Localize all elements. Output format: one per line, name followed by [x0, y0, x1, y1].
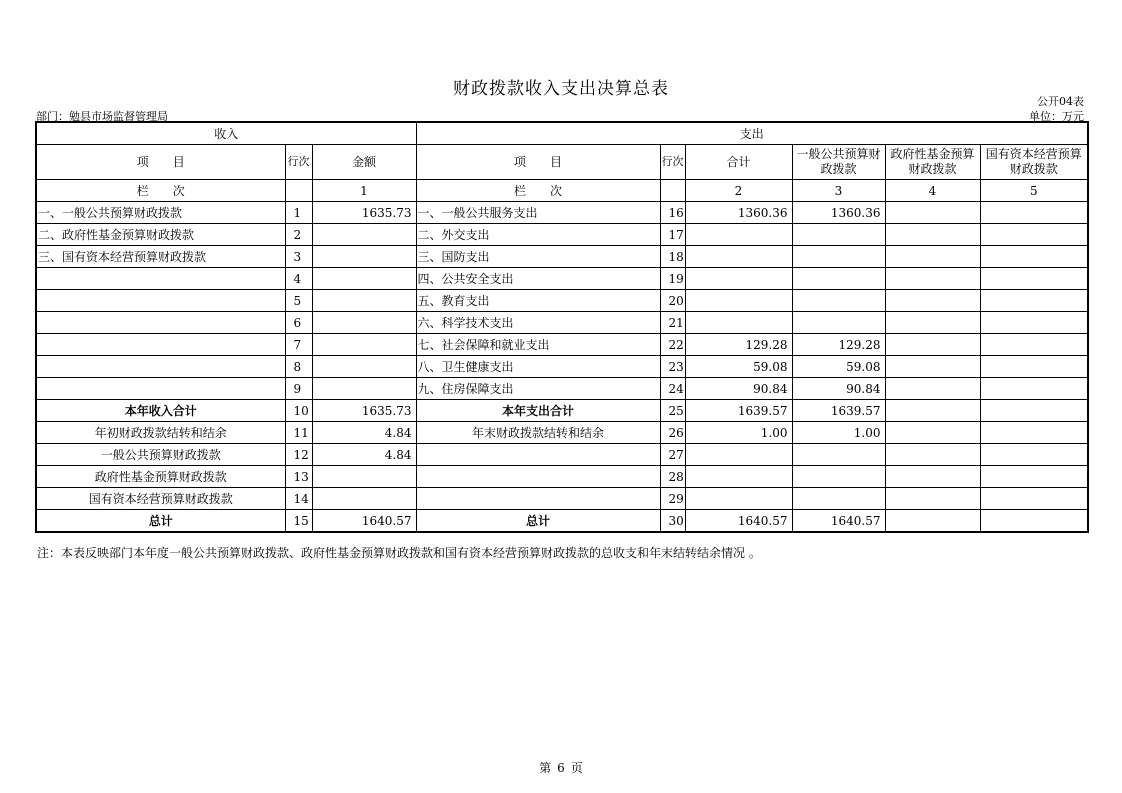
empty-cell — [885, 510, 980, 533]
expense-item-header: 项 目 — [416, 145, 660, 180]
income-item — [36, 268, 285, 290]
expense-rowno: 16 — [660, 202, 685, 224]
expense-total-header: 合计 — [685, 145, 792, 180]
carry-row — [36, 466, 1088, 488]
income-amount — [312, 312, 416, 334]
report-title: 财政拨款收入支出决算总表 — [453, 79, 669, 99]
expense-rowno: 18 — [660, 246, 685, 268]
empty-cell — [885, 400, 980, 422]
expense-grand-total-label: 总计 — [416, 510, 660, 533]
expense-general — [792, 224, 885, 246]
empty-cell — [980, 510, 1088, 533]
expense-rowno: 27 — [660, 444, 685, 466]
income-item: 年初财政拨款结转和结余 — [36, 422, 285, 444]
expense-rowno-header: 行次 — [660, 145, 685, 180]
income-rowno: 1 — [285, 202, 312, 224]
col-index-2: 2 — [685, 180, 792, 202]
table-row — [36, 202, 1088, 224]
income-amount — [312, 224, 416, 246]
carry-row — [36, 444, 1088, 466]
expense-item: 五、教育支出 — [416, 290, 660, 312]
empty-cell — [980, 444, 1088, 466]
income-item: 一般公共预算财政拨款 — [36, 444, 285, 466]
expense-capital — [980, 224, 1088, 246]
empty-cell — [980, 466, 1088, 488]
income-item — [36, 378, 285, 400]
expense-general — [792, 312, 885, 334]
expense-general: 59.08 — [792, 356, 885, 378]
expense-rowno: 23 — [660, 356, 685, 378]
carry-row — [36, 422, 1088, 444]
table-row — [36, 224, 1088, 246]
income-rowno: 8 — [285, 356, 312, 378]
expense-capital — [980, 356, 1088, 378]
expense-general: 90.84 — [792, 378, 885, 400]
grand-total-row — [36, 510, 1088, 533]
income-subtotal-label: 本年收入合计 — [36, 400, 285, 422]
income-amount — [312, 334, 416, 356]
expense-fund — [885, 290, 980, 312]
income-item: 政府性基金预算财政拨款 — [36, 466, 285, 488]
expense-total: 129.28 — [685, 334, 792, 356]
income-rowno: 6 — [285, 312, 312, 334]
expense-item — [416, 466, 660, 488]
table-row — [36, 334, 1088, 356]
expense-item: 四、公共安全支出 — [416, 268, 660, 290]
expense-section-header: 支出 — [416, 122, 1088, 145]
carry-row — [36, 488, 1088, 510]
expense-total — [685, 312, 792, 334]
income-rowno: 10 — [285, 400, 312, 422]
income-rowno: 14 — [285, 488, 312, 510]
page-suffix: 页 — [570, 761, 583, 775]
expense-total — [685, 488, 792, 510]
empty-cell — [885, 422, 980, 444]
income-rowno: 11 — [285, 422, 312, 444]
income-item — [36, 334, 285, 356]
income-rowno: 12 — [285, 444, 312, 466]
expense-fund — [885, 202, 980, 224]
income-rowno: 13 — [285, 466, 312, 488]
income-rowno: 5 — [285, 290, 312, 312]
income-amount — [312, 356, 416, 378]
page-prefix: 第 — [539, 761, 552, 775]
department-label: 部门：勉县市场监督管理局 — [36, 110, 168, 123]
income-rowno: 15 — [285, 510, 312, 533]
empty-cell — [980, 422, 1088, 444]
income-item: 二、政府性基金预算财政拨款 — [36, 224, 285, 246]
expense-item: 一、一般公共服务支出 — [416, 202, 660, 224]
income-item — [36, 356, 285, 378]
expense-general: 1360.36 — [792, 202, 885, 224]
expense-total — [685, 268, 792, 290]
expense-rowno: 28 — [660, 466, 685, 488]
expense-item: 年末财政拨款结转和结余 — [416, 422, 660, 444]
table-row — [36, 246, 1088, 268]
expense-rowno: 17 — [660, 224, 685, 246]
form-code: 公开04表 — [1037, 95, 1084, 108]
expense-rowno: 20 — [660, 290, 685, 312]
income-rowno: 4 — [285, 268, 312, 290]
header-row-columns — [36, 145, 1088, 180]
expense-general — [792, 444, 885, 466]
expense-rowno: 29 — [660, 488, 685, 510]
expense-total — [685, 466, 792, 488]
expense-fund — [885, 378, 980, 400]
income-amount — [312, 268, 416, 290]
expense-capital — [980, 246, 1088, 268]
expense-total: 1639.57 — [685, 400, 792, 422]
income-amount: 1640.57 — [312, 510, 416, 533]
income-rowno: 9 — [285, 378, 312, 400]
expense-item — [416, 444, 660, 466]
expense-column-label: 栏 次 — [416, 180, 660, 202]
income-amount — [312, 246, 416, 268]
income-grand-total-label: 总计 — [36, 510, 285, 533]
income-rowno: 7 — [285, 334, 312, 356]
expense-general — [792, 290, 885, 312]
table-note: 注：本表反映部门本年度一般公共预算财政拨款、政府性基金预算财政拨款和国有资本经营预算财政拨款的总收支和年末结转结余情况 。 — [37, 546, 761, 560]
income-section-header: 收入 — [36, 122, 416, 145]
expense-fund — [885, 268, 980, 290]
col-index-4: 4 — [885, 180, 980, 202]
expense-capital — [980, 312, 1088, 334]
unit-label: 单位：万元 — [1029, 110, 1084, 123]
income-rowno-header: 行次 — [285, 145, 312, 180]
gov-fund-header: 政府性基金预算财政拨款 — [885, 145, 980, 180]
income-amount: 4.84 — [312, 444, 416, 466]
income-item: 一、一般公共预算财政拨款 — [36, 202, 285, 224]
expense-item: 八、卫生健康支出 — [416, 356, 660, 378]
column-index-row — [36, 180, 1088, 202]
income-amount: 1635.73 — [312, 400, 416, 422]
expense-subtotal-label: 本年支出合计 — [416, 400, 660, 422]
income-item — [36, 290, 285, 312]
page-number — [0, 759, 1122, 776]
expense-general — [792, 268, 885, 290]
expense-general: 1640.57 — [792, 510, 885, 533]
expense-rowno: 30 — [660, 510, 685, 533]
table-row — [36, 312, 1088, 334]
col-index-3: 3 — [792, 180, 885, 202]
expense-general — [792, 466, 885, 488]
expense-total: 1.00 — [685, 422, 792, 444]
table-row — [36, 356, 1088, 378]
expense-total — [685, 290, 792, 312]
empty-cell — [885, 488, 980, 510]
table-row — [36, 290, 1088, 312]
expense-capital — [980, 378, 1088, 400]
expense-item: 二、外交支出 — [416, 224, 660, 246]
expense-fund — [885, 334, 980, 356]
income-column-label: 栏 次 — [36, 180, 285, 202]
expense-item: 六、科学技术支出 — [416, 312, 660, 334]
expense-rowno: 19 — [660, 268, 685, 290]
expense-fund — [885, 224, 980, 246]
expense-capital — [980, 334, 1088, 356]
expense-rowno: 25 — [660, 400, 685, 422]
income-amount — [312, 488, 416, 510]
expense-capital — [980, 290, 1088, 312]
subtotal-row — [36, 400, 1088, 422]
expense-total: 1640.57 — [685, 510, 792, 533]
empty-cell — [980, 488, 1088, 510]
expense-rowno: 26 — [660, 422, 685, 444]
expense-general — [792, 488, 885, 510]
income-rowno: 3 — [285, 246, 312, 268]
empty-cell — [885, 444, 980, 466]
fiscal-summary-table — [35, 121, 1089, 533]
state-capital-header: 国有资本经营预算财政拨款 — [980, 145, 1088, 180]
expense-total — [685, 444, 792, 466]
income-item-header: 项 目 — [36, 145, 285, 180]
expense-rowno: 24 — [660, 378, 685, 400]
expense-item: 七、社会保障和就业支出 — [416, 334, 660, 356]
expense-fund — [885, 246, 980, 268]
empty-cell — [660, 180, 685, 202]
expense-item — [416, 488, 660, 510]
income-amount: 1635.73 — [312, 202, 416, 224]
col-index-5: 5 — [980, 180, 1088, 202]
expense-general: 1.00 — [792, 422, 885, 444]
empty-cell — [980, 400, 1088, 422]
expense-total: 1360.36 — [685, 202, 792, 224]
expense-item: 九、住房保障支出 — [416, 378, 660, 400]
table-row — [36, 378, 1088, 400]
expense-item: 三、国防支出 — [416, 246, 660, 268]
expense-capital — [980, 202, 1088, 224]
income-amount — [312, 290, 416, 312]
income-rowno: 2 — [285, 224, 312, 246]
income-amount — [312, 378, 416, 400]
expense-total: 59.08 — [685, 356, 792, 378]
header-row-sections — [36, 122, 1088, 145]
income-amount — [312, 466, 416, 488]
general-budget-header: 一般公共预算财政拨款 — [792, 145, 885, 180]
page-number-value: 6 — [557, 761, 565, 775]
expense-fund — [885, 312, 980, 334]
expense-general: 1639.57 — [792, 400, 885, 422]
expense-fund — [885, 356, 980, 378]
income-item: 三、国有资本经营预算财政拨款 — [36, 246, 285, 268]
income-amount-header: 金额 — [312, 145, 416, 180]
expense-total — [685, 246, 792, 268]
col-index-1: 1 — [312, 180, 416, 202]
table-row — [36, 268, 1088, 290]
empty-cell — [885, 466, 980, 488]
expense-general: 129.28 — [792, 334, 885, 356]
income-amount: 4.84 — [312, 422, 416, 444]
income-item: 国有资本经营预算财政拨款 — [36, 488, 285, 510]
expense-rowno: 21 — [660, 312, 685, 334]
empty-cell — [285, 180, 312, 202]
expense-total: 90.84 — [685, 378, 792, 400]
expense-general — [792, 246, 885, 268]
expense-capital — [980, 268, 1088, 290]
expense-total — [685, 224, 792, 246]
expense-rowno: 22 — [660, 334, 685, 356]
income-item — [36, 312, 285, 334]
